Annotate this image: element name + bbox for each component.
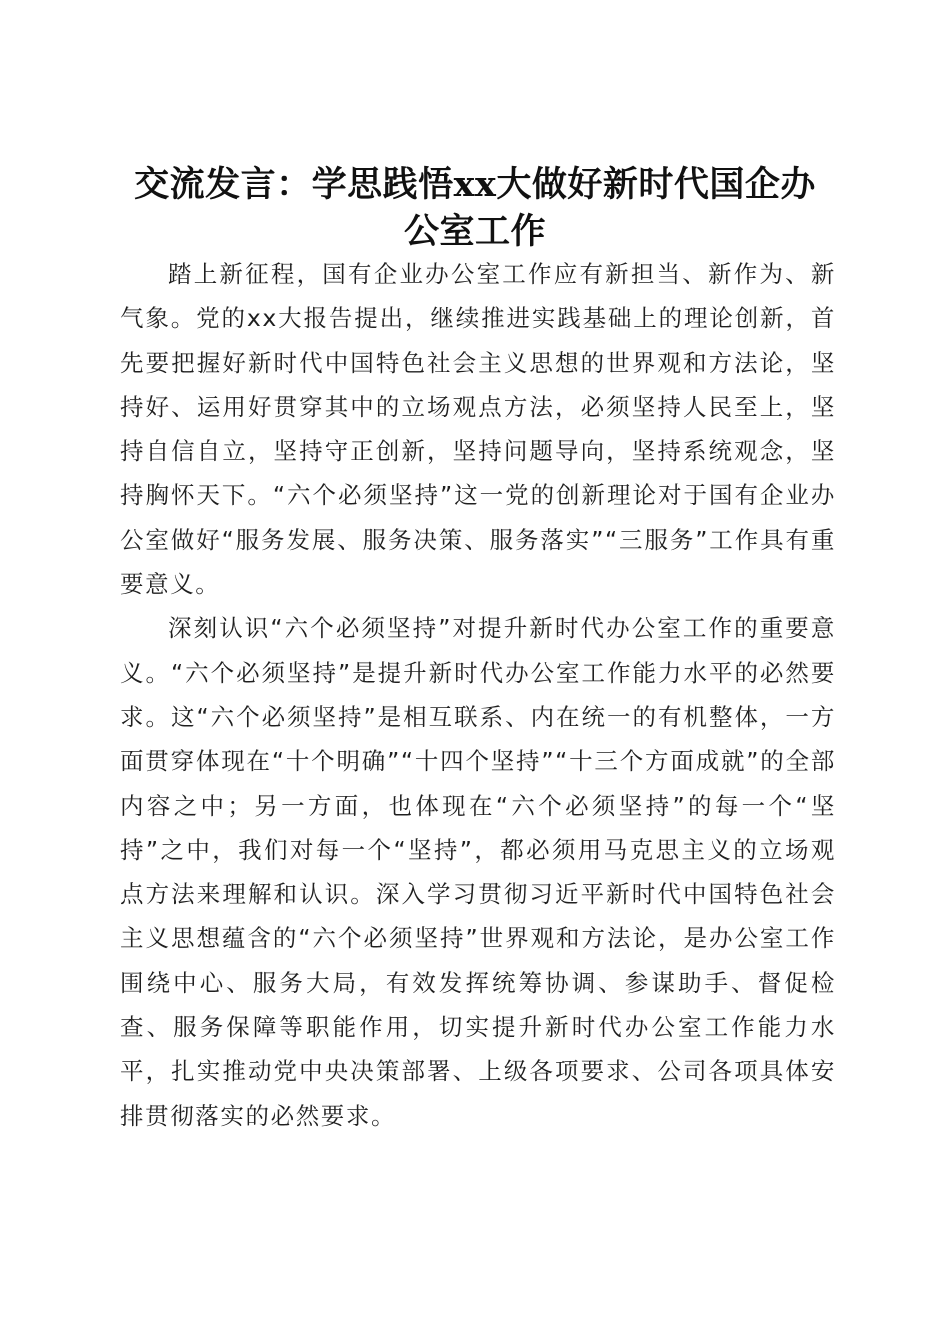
paragraph-2: 深刻认识“六个必须坚持”对提升新时代办公室工作的重要意义。“六个必须坚持”是提升新时代办公室工作能力水平的必然要求。这“六个必须坚持”是相互联系、内在统一的有机整体，一方面贯穿体现在“十个明确”“十四个坚持”“十三个方面成就”的全部内容之中；另一方面，也体现在“六个必须坚持”的每一个“坚持”之中，我们对每一个“坚持”，都必须用马克思主义的立场观点方法来理解和认识。深入学习贯彻习近平新时代中国特色社会主义思想蕴含的“六个必须坚持”世界观和方法论，是办公室工作围绕中心、服务大局，有效发挥统筹协调、参谋助手、督促检查、服务保障等职能作用，切实提升新时代办公室工作能力水平，扎实推动党中央决策部署、上级各项要求、公司各项具体安排贯彻落实的必然要求。 xyxy=(120,614,836,1130)
document-body xyxy=(120,252,836,1138)
title-line-1: 交流发言：学思践悟xx大做好新时代国企办 xyxy=(134,164,816,206)
document-title xyxy=(100,161,850,255)
paragraph-1: 踏上新征程，国有企业办公室工作应有新担当、新作为、新气象。党的xx大报告提出，继续推进实践基础上的理论创新，首先要把握好新时代中国特色社会主义思想的世界观和方法论，坚持好、运用好贯穿其中的立场观点方法，必须坚持人民至上，坚持自信自立，坚持守正创新，坚持问题导向，坚持系统观念，坚持胸怀天下。“六个必须坚持”这一党的创新理论对于国有企业办公室做好“服务发展、服务决策、服务落实”“三服务”工作具有重要意义。 xyxy=(120,260,836,599)
title-line-2: 公室工作 xyxy=(403,211,546,253)
